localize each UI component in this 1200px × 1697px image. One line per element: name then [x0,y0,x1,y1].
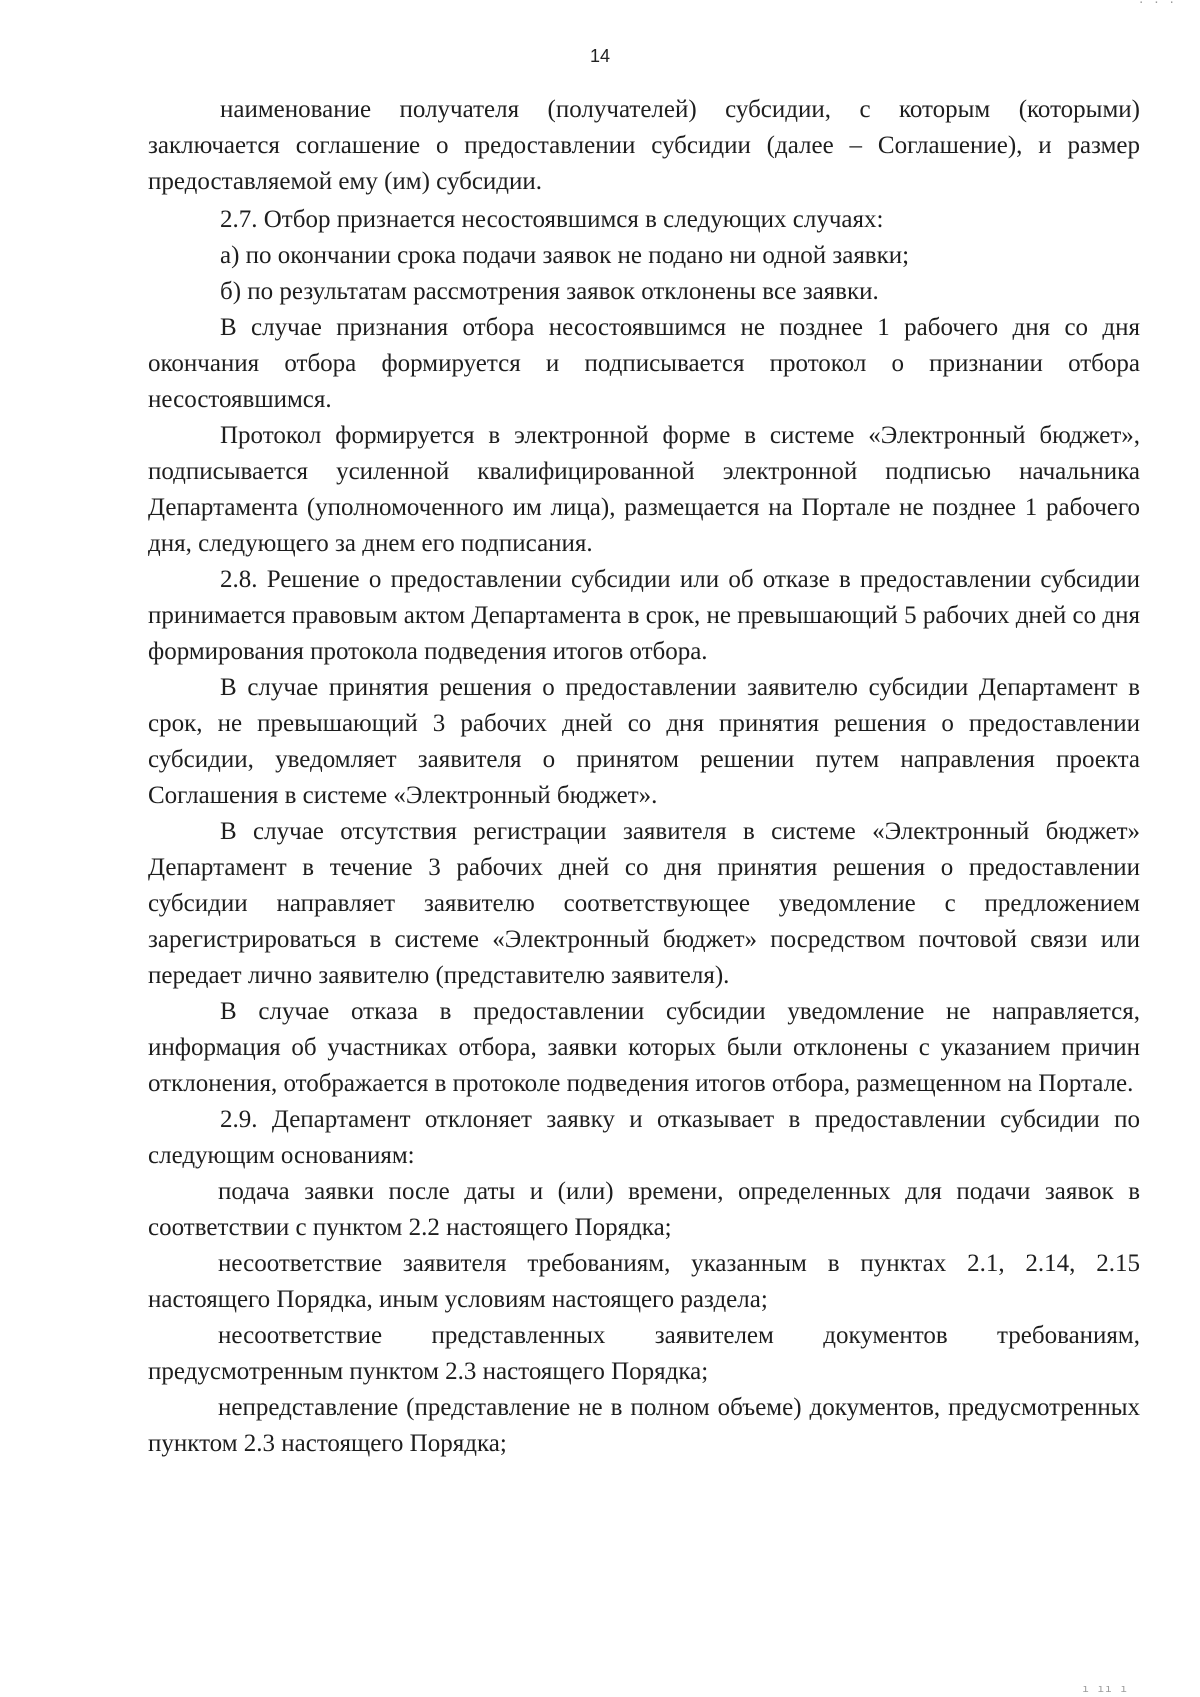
scan-artifact: · · · [1137,0,1176,9]
paragraph-failed-selection: В случае признания отбора несостоявшимся не позднее 1 рабочего дня со дня окончания отбора формируется и подписывается протокол о признании отбора несостоявшимся. [148,314,1140,413]
list-item-late-submission: подача заявки после даты и (или) времени, определенных для подачи заявок в соответствии с пунктом 2.2 настоящего Порядка; [148,1178,1140,1241]
list-item-documents-mismatch: несоответствие представленных заявителем документов требованиям, предусмотренным пунктом 2.3 настоящего Порядка; [148,1322,1140,1385]
list-item-applicant-mismatch: несоответствие заявителя требованиям, указанным в пунктах 2.1, 2.14, 2.15 настоящего Порядка, иным условиям настоящего раздела; [148,1250,1140,1313]
paragraph-2-7: 2.7. Отбор признается несостоявшимся в следующих случаях: [220,206,884,233]
paragraph-recipient-name: наименование получателя (получателей) субсидии, с которым (которыми) заключается соглашение о предоставлении субсидии (далее – Соглашение), и размер предоставляемой ему (им) субсидии. [148,96,1140,195]
paragraph-2-8: 2.8. Решение о предоставлении субсидии или об отказе в предоставлении субсидии принимается правовым актом Департамента в срок, не превышающий 5 рабочих дней со дня формирования протокола подведения итогов отбора. [148,566,1140,665]
page-number: 14 [589,46,611,66]
paragraph-2-7-a: а) по окончании срока подачи заявок не подано ни одной заявки; [220,242,910,269]
scan-artifact: ı ıı ı [1082,1682,1128,1695]
paragraph-protocol: Протокол формируется в электронной форме в системе «Электронный бюджет», подписывается усиленной квалифицированной электронной подписью начальника Департамента (уполномоченного им лица), размещается на Портале не позднее 1 рабочего дня, следующего за днем его подписания. [148,422,1140,557]
paragraph-refusal: В случае отказа в предоставлении субсидии уведомление не направляется, информация об участниках отбора, заявки которых были отклонены с указанием причин отклонения, отображается в протоколе подведения итогов отбора, размещенном на Портале. [148,998,1140,1097]
paragraph-2-9: 2.9. Департамент отклоняет заявку и отказывает в предоставлении субсидии по следующим основаниям: [148,1106,1140,1169]
paragraph-decision-notice: В случае принятия решения о предоставлении заявителю субсидии Департамент в срок, не превышающий 3 рабочих дней со дня принятия решения о предоставлении субсидии, уведомляет заявителя о принятом решении путем направления проекта Соглашения в системе «Электронный бюджет». [148,674,1140,809]
document-body [148,92,1140,1462]
list-item-documents-missing: непредставление (представление не в полном объеме) документов, предусмотренных пунктом 2.3 настоящего Порядка; [148,1394,1140,1457]
paragraph-2-7-b: б) по результатам рассмотрения заявок отклонены все заявки. [220,278,879,305]
paragraph-no-registration: В случае отсутствия регистрации заявителя в системе «Электронный бюджет» Департамент в течение 3 рабочих дней со дня принятия решения о предоставлении субсидии направляет заявителю соответствующее уведомление с предложением зарегистрироваться в системе «Электронный бюджет» посредством почтовой связи или передает лично заявителю (представителю заявителя). [148,818,1140,989]
